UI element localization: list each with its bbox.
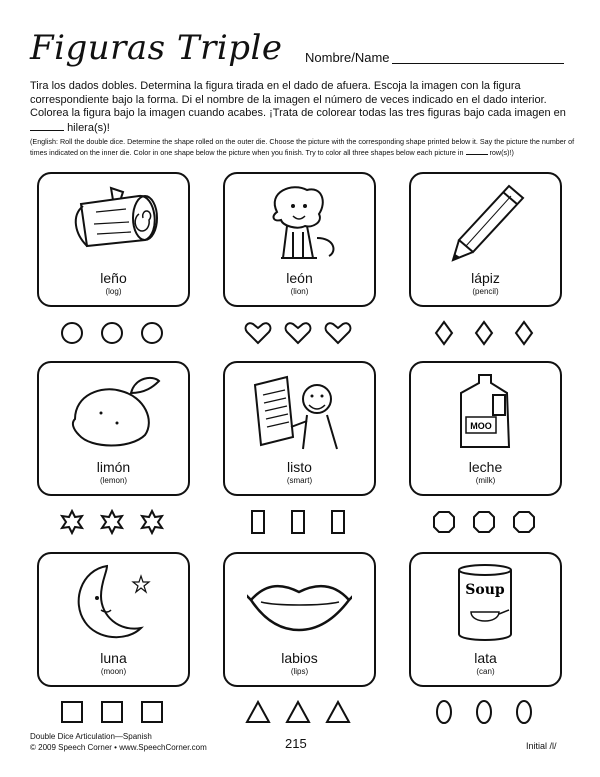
instructions-english-end: row(s)!): [489, 148, 514, 157]
oval-shape: [517, 701, 531, 723]
word-leno: leño: [100, 270, 127, 286]
pencil-picture: [433, 182, 538, 262]
translation-moon: (moon): [100, 667, 127, 676]
octagon-shape: [434, 512, 454, 532]
card-smart: [223, 361, 376, 496]
log-picture: [61, 182, 166, 262]
heart-shape: [326, 323, 351, 343]
card-lips: [223, 552, 376, 687]
octagon-shape: [514, 512, 534, 532]
oval-shape: [437, 701, 451, 723]
triangle-shape: [287, 702, 309, 722]
shape-row-square[interactable]: [54, 699, 174, 725]
circle-shape: [102, 323, 122, 343]
oval-shape: [477, 701, 491, 723]
lips-picture: [247, 562, 352, 642]
shape-row-rectangle[interactable]: [240, 509, 360, 535]
heart-shape: [246, 323, 271, 343]
square-shape: [102, 702, 122, 722]
card-pencil: [409, 172, 562, 307]
card-lion: [223, 172, 376, 307]
shape-row-oval[interactable]: [426, 699, 546, 725]
square-shape: [142, 702, 162, 722]
heart-shape: [286, 323, 311, 343]
footer-credits: [30, 731, 207, 753]
word-listo: listo: [287, 459, 312, 475]
card-moon: [37, 552, 190, 687]
footer-line-2: © 2009 Speech Corner • www.SpeechCorner.com: [30, 743, 207, 752]
translation-lips: (lips): [290, 667, 309, 676]
octagon-shape: [474, 512, 494, 532]
circle-shape: [142, 323, 162, 343]
card-log: [37, 172, 190, 307]
footer-line-1: Double Dice Articulation—Spanish: [30, 732, 152, 741]
lion-picture: [247, 182, 352, 262]
moon-picture: [61, 562, 166, 642]
triangle-shape: [327, 702, 349, 722]
card-lemon: [37, 361, 190, 496]
translation-lion: (lion): [290, 287, 309, 296]
triangle-shape: [247, 702, 269, 722]
footer-sound: Initial /l/: [526, 741, 557, 751]
shape-row-heart[interactable]: [240, 320, 360, 346]
rectangle-shape: [252, 511, 264, 533]
circle-shape: [62, 323, 82, 343]
word-labios: labios: [281, 650, 318, 666]
can-picture: [433, 562, 538, 642]
name-field[interactable]: [392, 63, 564, 64]
card-milk: [409, 361, 562, 496]
translation-smart: (smart): [286, 476, 313, 485]
word-luna: luna: [100, 650, 127, 666]
smart-boy-picture: [247, 371, 352, 451]
shape-row-triangle[interactable]: [240, 699, 360, 725]
diamond-shape: [516, 322, 532, 344]
translation-lemon: (lemon): [99, 476, 128, 485]
word-leon: león: [286, 270, 313, 286]
translation-log: (log): [105, 287, 122, 296]
word-lata: lata: [474, 650, 497, 666]
instructions-spanish-end: hilera(s)!: [67, 121, 110, 134]
name-label: Nombre/Name: [305, 50, 390, 65]
star-shape: [62, 511, 82, 533]
rectangle-shape: [332, 511, 344, 533]
card-can: [409, 552, 562, 687]
word-leche: leche: [468, 459, 503, 475]
can-label-text: Soup: [465, 582, 505, 598]
diamond-shape: [476, 322, 492, 344]
star-shape: [142, 511, 162, 533]
milk-jug-picture: [433, 371, 538, 451]
page-number: 215: [285, 736, 307, 751]
instructions-spanish: [30, 80, 575, 135]
star-shape: [102, 511, 122, 533]
diamond-shape: [436, 322, 452, 344]
shape-row-diamond[interactable]: [426, 320, 546, 346]
word-lapiz: lápiz: [471, 270, 500, 286]
translation-milk: (milk): [475, 476, 496, 485]
milk-label-text: MOO: [470, 421, 492, 431]
translation-can: (can): [476, 667, 495, 676]
rows-blank[interactable]: [30, 121, 64, 131]
rectangle-shape: [292, 511, 304, 533]
shape-row-octagon[interactable]: [426, 509, 546, 535]
word-limon: limón: [96, 459, 131, 475]
instructions-english-text: (English: Roll the double dice. Determine the shape rolled on the outer die. Choose the picture with the corresponding shape printed below it. Say the picture the number of times indicated on the inner die. Color in one shape below the picture when you finish. Try to color all three shapes below each picture in: [30, 137, 575, 157]
rows-blank-english[interactable]: [466, 147, 488, 155]
lemon-picture: [61, 371, 166, 451]
square-shape: [62, 702, 82, 722]
translation-pencil: (pencil): [472, 287, 499, 296]
shape-row-star[interactable]: [54, 509, 174, 535]
shape-row-circle[interactable]: [54, 320, 174, 346]
instructions-english: [30, 137, 575, 158]
page-title: Figuras Triple: [30, 28, 283, 68]
instructions-spanish-text: Tira los dados dobles. Determina la figura tirada en el dado de afuera. Escoja la imagen con la figura correspondiente bajo la forma. Di el nombre de la imagen el número de veces indicado en el dado interior. Colorea la figura bajo la imagen cuando acabes. ¡Trata de colorear todas las tres figuras bajo cada imagen en: [30, 80, 566, 119]
